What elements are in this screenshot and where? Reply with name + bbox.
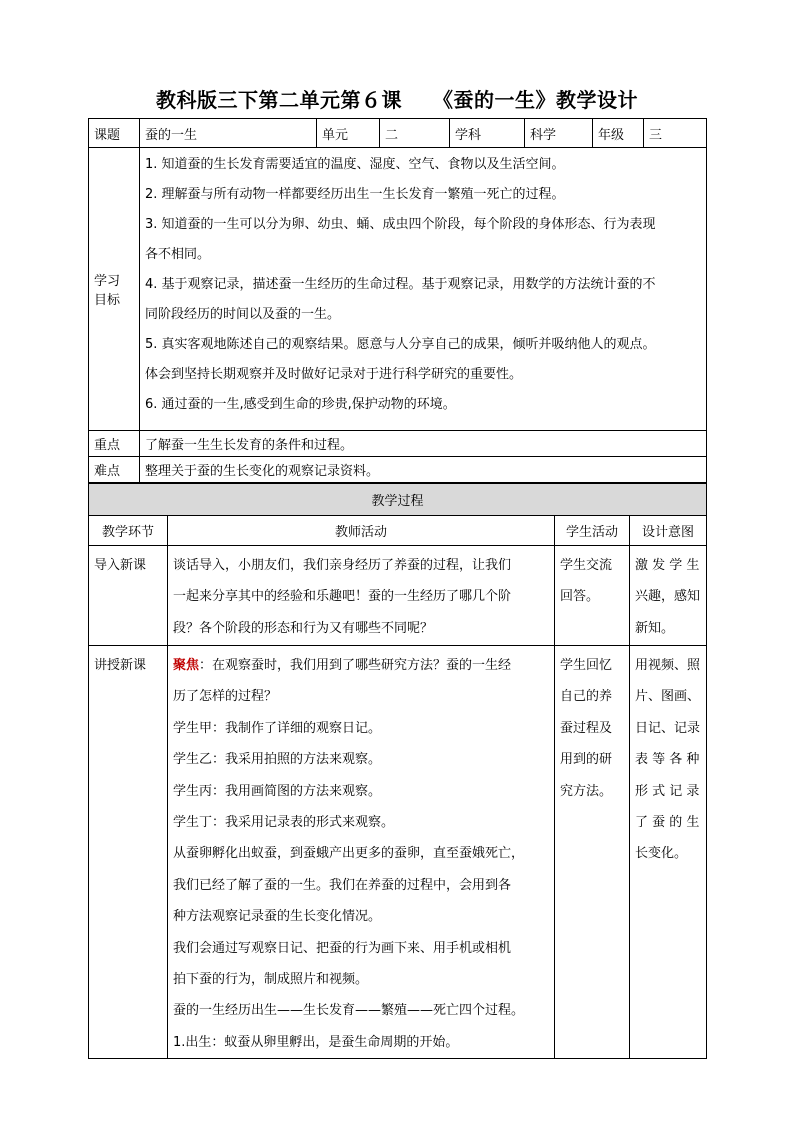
subject-label: 学科 bbox=[450, 119, 525, 148]
stage-cell bbox=[89, 546, 168, 646]
document-title: 教科版三下第二单元第６课 《蚕的一生》教学设计 bbox=[156, 88, 638, 112]
focus-label: 聚焦 bbox=[173, 658, 200, 673]
student-line: 学生回忆 bbox=[560, 658, 613, 673]
teacher-line: 从蚕卵孵化出蚁蚕，到蚕蛾产出更多的蚕卵，直至蚕娥死亡， bbox=[173, 846, 525, 862]
teacher-line: 种方法观察记录蚕的生长变化情况。 bbox=[173, 909, 382, 925]
student-line: 学生交流 bbox=[560, 558, 613, 573]
teacher-line: 学生丙：我用画简图的方法来观察。 bbox=[173, 783, 382, 799]
intent-line: 表 等 各 种 bbox=[635, 752, 700, 768]
column-header-teacher: 教师活动 bbox=[168, 516, 555, 546]
difficulty-text: 整理关于蚕的生长变化的观察记录资料。 bbox=[140, 457, 707, 483]
teacher-line: 我们已经了解了蚕的一生。我们在养蚕的过程中，会用到各 bbox=[173, 877, 512, 893]
design-intent-cell bbox=[630, 546, 707, 646]
intent-line: 兴趣，感知 bbox=[635, 589, 701, 605]
focus-text: ：在观察蚕时，我们用到了哪些研究方法？蚕的一生经 bbox=[199, 658, 512, 673]
student-line: 回答。 bbox=[560, 589, 600, 605]
objective-line: 6. 通过蚕的一生,感受到生命的珍贵,保护动物的环境。 bbox=[145, 397, 456, 412]
intent-line: 激 发 学 生 bbox=[635, 558, 700, 573]
objective-line: 5. 真实客观地陈述自己的观察结果。愿意与人分享自己的成果，倾听并吸纳他人的观点。 bbox=[145, 337, 656, 352]
teacher-line: 拍下蚕的行为，制成照片和视频。 bbox=[173, 971, 369, 987]
key-point-label: 重点 bbox=[89, 431, 140, 457]
stage-cell bbox=[89, 646, 168, 1059]
student-line: 用到的研 bbox=[560, 752, 613, 768]
column-header-stage: 教学环节 bbox=[89, 516, 168, 546]
intent-line: 形 式 记 录 bbox=[635, 783, 700, 799]
student-activity-cell bbox=[555, 646, 630, 1059]
objective-line: 各不相同。 bbox=[145, 247, 211, 262]
design-intent-cell bbox=[630, 646, 707, 1059]
student-line: 蚕过程及 bbox=[560, 720, 613, 736]
column-header-intent: 设计意图 bbox=[630, 516, 707, 546]
intent-line: 了 蚕 的 生 bbox=[635, 814, 700, 830]
difficulty-row bbox=[89, 457, 707, 483]
objective-line: 2. 理解蚕与所有动物一样都要经历出生一生长发育一繁殖一死亡的过程。 bbox=[145, 187, 565, 202]
objective-line: 3. 知道蚕的一生可以分为卵、幼虫、蛹、成虫四个阶段，每个阶段的身体形态、行为表现 bbox=[145, 217, 656, 232]
intent-line: 用视频、照 bbox=[635, 658, 701, 673]
subject-value: 科学 bbox=[525, 119, 593, 148]
teacher-line: 蚕的一生经历出生——生长发育——繁殖——死亡四个过程。 bbox=[173, 1003, 525, 1019]
teacher-activity-cell bbox=[168, 546, 555, 646]
teacher-line bbox=[173, 650, 549, 681]
key-point-row bbox=[89, 431, 707, 457]
process-header-row bbox=[89, 484, 707, 516]
intent-line: 日记、记录 bbox=[635, 720, 701, 736]
teaching-process-table bbox=[88, 483, 707, 1059]
stage-name: 讲授新课 bbox=[94, 658, 147, 673]
column-header-student: 学生活动 bbox=[555, 516, 630, 546]
teacher-line: 我们会通过写观察日记、把蚕的行为画下来、用手机或相机 bbox=[173, 940, 512, 956]
intent-line: 长变化。 bbox=[635, 846, 688, 862]
unit-label: 单元 bbox=[317, 119, 380, 148]
grade-label: 年级 bbox=[593, 119, 644, 148]
intent-line: 新知。 bbox=[635, 620, 675, 636]
unit-value: 二 bbox=[380, 119, 450, 148]
topic-value: 蚕的一生 bbox=[140, 119, 317, 148]
topic-label: 课题 bbox=[89, 119, 140, 148]
objectives-row bbox=[89, 148, 707, 431]
objective-line: 体会到坚持长期观察并及时做好记录对于进行科学研究的重要性。 bbox=[145, 367, 523, 382]
grade-value: 三 bbox=[644, 119, 707, 148]
intent-line: 片、图画、 bbox=[635, 689, 701, 705]
key-point-text: 了解蚕一生生长发育的条件和过程。 bbox=[140, 431, 707, 457]
teacher-line: 1.出生：蚁蚕从卵里孵出，是蚕生命周期的开始。 bbox=[173, 1034, 459, 1050]
difficulty-label: 难点 bbox=[89, 457, 140, 483]
process-header: 教学过程 bbox=[89, 484, 707, 516]
teacher-line: 一起来分享其中的经验和乐趣吧！蚕的一生经历了哪几个阶 bbox=[173, 589, 512, 605]
stage-name: 导入新课 bbox=[94, 558, 147, 573]
objectives-label bbox=[89, 148, 140, 431]
teacher-line: 学生丁：我采用记录表的形式来观察。 bbox=[173, 814, 395, 830]
teacher-line: 学生甲：我制作了详细的观察日记。 bbox=[173, 720, 382, 736]
teacher-line: 历了怎样的过程？ bbox=[173, 689, 278, 705]
teacher-line: 谈话导入，小朋友们，我们亲身经历了养蚕的过程，让我们 bbox=[173, 558, 512, 573]
student-line: 究方法。 bbox=[560, 783, 613, 799]
info-row bbox=[89, 119, 707, 148]
teacher-line: 学生乙：我采用拍照的方法来观察。 bbox=[173, 752, 382, 768]
objective-line: 同阶段经历的时间以及蚕的一生。 bbox=[145, 307, 341, 322]
table-row bbox=[89, 646, 707, 1059]
objectives-label-line1: 学习 bbox=[94, 274, 121, 289]
objective-line: 1. 知道蚕的生长发育需要适宜的温度、湿度、空气、食物以及生活空间。 bbox=[145, 157, 565, 172]
teacher-line: 段？各个阶段的形态和行为又有哪些不同呢？ bbox=[173, 620, 434, 636]
table-row bbox=[89, 546, 707, 646]
student-line: 自己的养 bbox=[560, 689, 613, 705]
lesson-info-table bbox=[88, 118, 707, 483]
column-header-row bbox=[89, 516, 707, 546]
objectives-label-line2: 目标 bbox=[94, 293, 121, 308]
objective-line: 4. 基于观察记录，描述蚕一生经历的生命过程。基于观察记录，用数学的方法统计蚕的不 bbox=[145, 277, 656, 292]
student-activity-cell bbox=[555, 546, 630, 646]
objectives-content bbox=[140, 148, 707, 431]
teacher-activity-cell bbox=[168, 646, 555, 1059]
